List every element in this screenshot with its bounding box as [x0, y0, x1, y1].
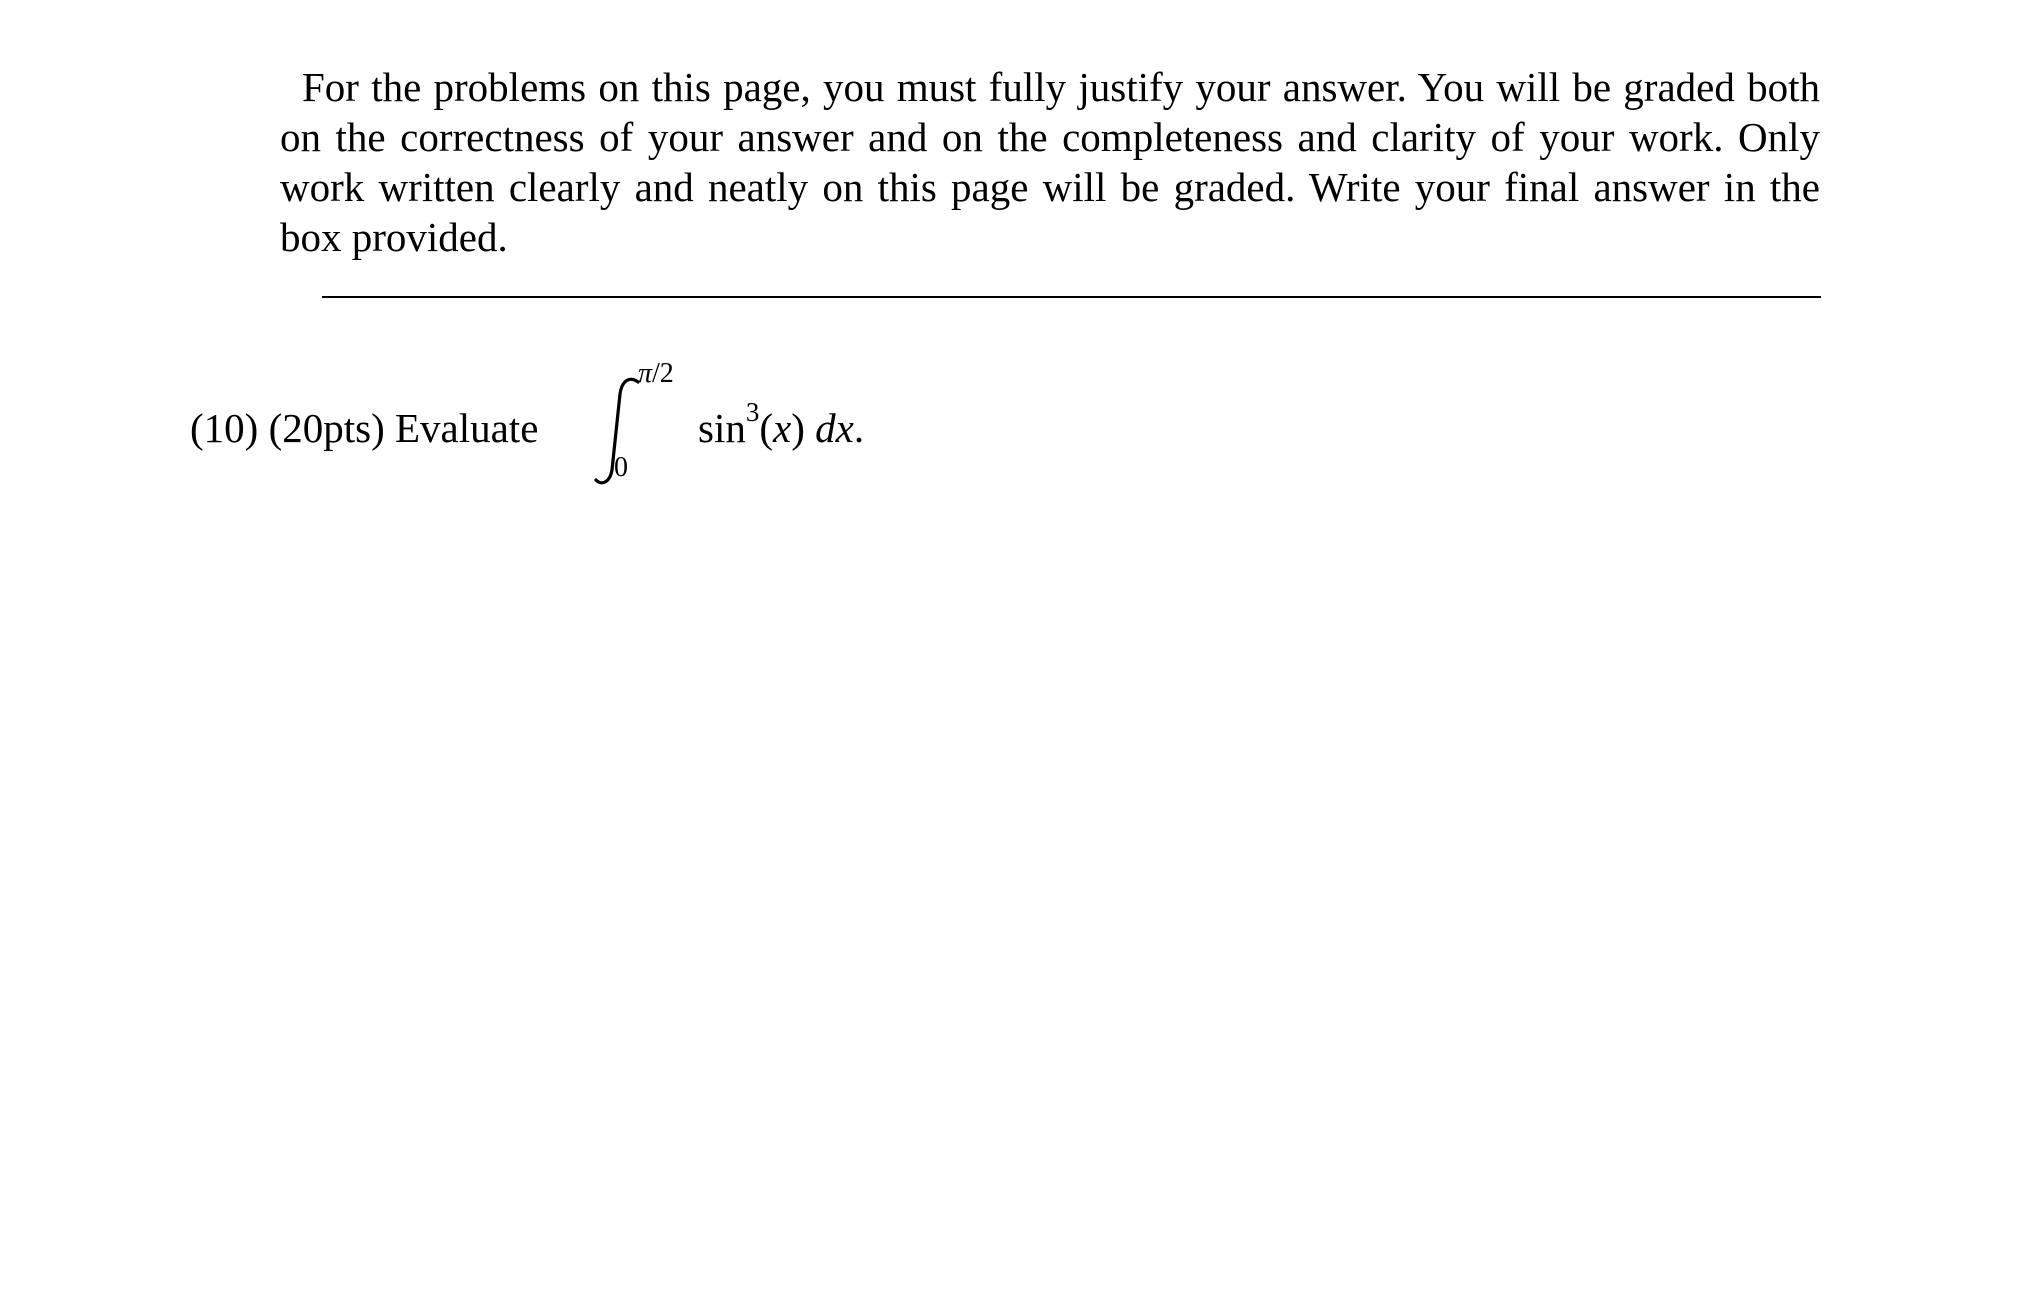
upper-limit-pi: π: [638, 358, 653, 389]
function-argument: x: [773, 405, 792, 451]
end-punctuation: .: [853, 405, 865, 451]
instructions-paragraph: For the problems on this page, you must fully justify your answer. You will be graded both on the correctness of your answer and on the completeness and clarity of your work. Only work written clearly and neatly on this page will be graded. Write your final answer in the box provided.: [280, 64, 1820, 260]
upper-limit: [638, 358, 674, 390]
lower-limit: 0: [614, 452, 628, 483]
horizontal-rule: [322, 296, 1821, 298]
problem-points: (20pts): [268, 405, 385, 451]
close-paren: ): [791, 405, 805, 451]
definite-integral: [590, 358, 680, 488]
integrand: [698, 397, 865, 453]
open-paren: (: [759, 405, 774, 451]
problem-heading: [190, 403, 538, 453]
function-exponent: 3: [745, 397, 760, 428]
problem-instruction-verb: Evaluate: [394, 405, 539, 451]
upper-limit-denominator: /2: [652, 358, 674, 389]
differential: dx: [815, 405, 854, 451]
function-name: sin: [698, 405, 746, 451]
problem-number: (10): [190, 405, 259, 451]
